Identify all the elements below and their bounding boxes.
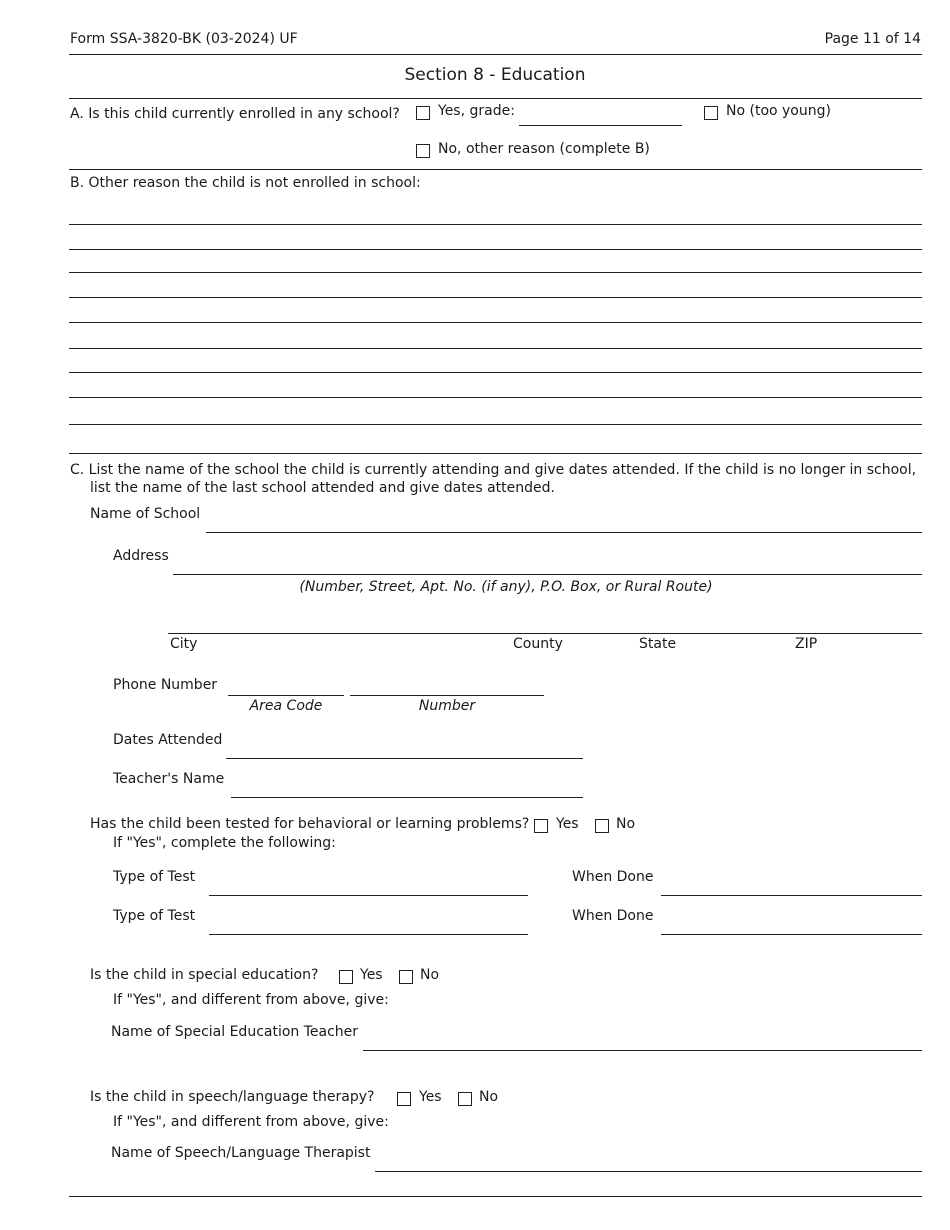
divider: [69, 98, 922, 99]
reason-line: [69, 297, 922, 298]
reason-line: [69, 348, 922, 349]
reason-line: [69, 424, 922, 425]
reason-input[interactable]: [69, 350, 922, 372]
yes-grade-label: Yes, grade:: [438, 103, 515, 119]
special-ed-yes-checkbox[interactable]: [339, 970, 353, 984]
speech-no-checkbox[interactable]: [458, 1092, 472, 1106]
reason-input[interactable]: [69, 324, 922, 346]
page-number: Page 11 of 14: [824, 31, 921, 47]
speech-therapist-label: Name of Speech/Language Therapist: [111, 1145, 371, 1161]
type-of-test-label-2: Type of Test: [113, 908, 196, 924]
special-ed-question: Is the child in special education?: [90, 967, 319, 983]
reason-line: [69, 397, 922, 398]
city-county-state-zip-input[interactable]: [168, 616, 922, 634]
special-ed-no-checkbox[interactable]: [399, 970, 413, 984]
reason-line: [69, 372, 922, 373]
reason-input[interactable]: [69, 374, 922, 396]
type-of-test-input-2[interactable]: [209, 917, 528, 935]
dates-attended-input[interactable]: [226, 741, 583, 759]
phone-number-input[interactable]: [350, 678, 544, 696]
instruction-c-line1: C. List the name of the school the child is currently attending and give dates attended. If the child is no longer in school,: [70, 462, 917, 478]
section-title: Section 8 - Education: [404, 65, 586, 85]
reason-input[interactable]: [69, 250, 922, 272]
speech-therapist-input[interactable]: [375, 1154, 922, 1172]
reason-input[interactable]: [69, 226, 922, 248]
reason-input[interactable]: [69, 274, 922, 296]
type-of-test-input-1[interactable]: [209, 878, 528, 896]
zip-label: ZIP: [795, 636, 818, 652]
if-yes-different-1: If "Yes", and different from above, give:: [113, 992, 389, 1008]
no-too-young-checkbox[interactable]: [704, 106, 718, 120]
reason-line: [69, 453, 922, 454]
reason-line: [69, 224, 922, 225]
address-input[interactable]: [173, 557, 922, 575]
teacher-name-input[interactable]: [231, 780, 583, 798]
reason-line: [69, 272, 922, 273]
grade-input[interactable]: [519, 108, 682, 126]
instruction-c-line2: list the name of the last school attended and give dates attended.: [90, 480, 555, 496]
divider: [69, 1196, 922, 1197]
when-done-input-1[interactable]: [661, 878, 922, 896]
special-ed-teacher-label: Name of Special Education Teacher: [111, 1024, 359, 1040]
reason-input[interactable]: [69, 428, 922, 450]
state-label: State: [639, 636, 677, 652]
speech-yes-checkbox[interactable]: [397, 1092, 411, 1106]
county-label: County: [513, 636, 563, 652]
tested-no-label: No: [616, 816, 636, 832]
special-ed-no-label: No: [420, 967, 440, 983]
special-ed-teacher-input[interactable]: [363, 1033, 922, 1051]
reason-input[interactable]: [69, 299, 922, 321]
no-other-reason-label: No, other reason (complete B): [438, 141, 650, 157]
speech-question: Is the child in speech/language therapy?: [90, 1089, 375, 1105]
name-of-school-input[interactable]: [206, 515, 922, 533]
when-done-label-1: When Done: [572, 869, 654, 885]
tested-no-checkbox[interactable]: [595, 819, 609, 833]
question-b: B. Other reason the child is not enrolled in school:: [70, 175, 421, 191]
address-label: Address: [113, 548, 169, 564]
number-label: Number: [418, 698, 476, 714]
special-ed-yes-label: Yes: [360, 967, 383, 983]
reason-line: [69, 322, 922, 323]
area-code-label: Area Code: [249, 698, 323, 714]
when-done-label-2: When Done: [572, 908, 654, 924]
teacher-name-label: Teacher's Name: [113, 771, 225, 787]
reason-input[interactable]: [69, 400, 922, 422]
yes-grade-checkbox[interactable]: [416, 106, 430, 120]
form-id: Form SSA-3820-BK (03-2024) UF: [70, 31, 298, 47]
speech-no-label: No: [479, 1089, 499, 1105]
dates-attended-label: Dates Attended: [113, 732, 223, 748]
no-too-young-label: No (too young): [726, 103, 831, 119]
name-of-school-label: Name of School: [90, 506, 201, 522]
no-other-reason-checkbox[interactable]: [416, 144, 430, 158]
phone-label: Phone Number: [113, 677, 218, 693]
tested-yes-checkbox[interactable]: [534, 819, 548, 833]
divider: [69, 169, 922, 170]
city-label: City: [170, 636, 198, 652]
speech-yes-label: Yes: [419, 1089, 442, 1105]
address-hint: (Number, Street, Apt. No. (if any), P.O. Box, or Rural Route): [299, 579, 713, 595]
divider: [69, 54, 922, 55]
question-a: A. Is this child currently enrolled in any school?: [70, 106, 400, 122]
when-done-input-2[interactable]: [661, 917, 922, 935]
tested-yes-label: Yes: [556, 816, 579, 832]
tested-question: Has the child been tested for behavioral or learning problems?: [90, 816, 530, 832]
if-yes-different-2: If "Yes", and different from above, give:: [113, 1114, 389, 1130]
type-of-test-label-1: Type of Test: [113, 869, 196, 885]
area-code-input[interactable]: [228, 678, 344, 696]
if-yes-complete: If "Yes", complete the following:: [113, 835, 336, 851]
